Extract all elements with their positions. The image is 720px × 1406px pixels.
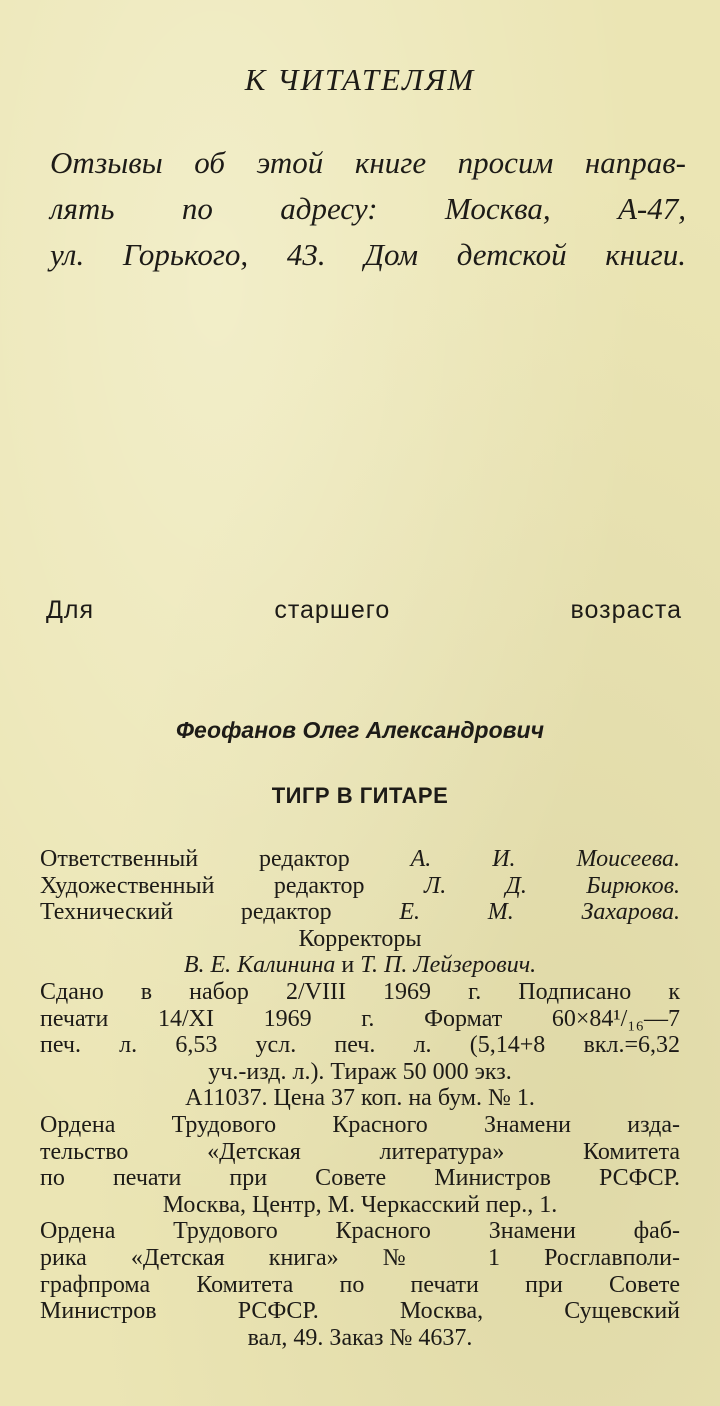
author-name: Феофанов Олег Александрович xyxy=(176,717,544,743)
readers-notice xyxy=(50,140,686,278)
credit-art-editor: Художественный редактор Л. Д. Бирюков. xyxy=(40,872,680,899)
notice-line-3: ул. Горького, 43. Дом детской книги. xyxy=(50,237,686,272)
publication-line-11: рика «Детская книга» № 1 Росглавполи- xyxy=(40,1244,680,1271)
notice-line-2: лять по адресу: Москва, А-47, xyxy=(50,191,686,226)
notice-line-1: Отзывы об этой книге просим направ- xyxy=(50,145,686,180)
publication-line-7: тельство «Детская литература» Комитета xyxy=(40,1138,680,1165)
publication-line-4: уч.-изд. л.). Тираж 50 000 экз. xyxy=(208,1058,512,1085)
publication-line-13: Министров РСФСР. Москва, Сущевский xyxy=(40,1298,680,1325)
imprint-block xyxy=(40,846,680,1351)
credit-editor: Ответственный редактор А. И. Моисеева. xyxy=(40,846,680,872)
credit-tech-editor: Технический редактор Е. М. Захарова. xyxy=(40,899,680,926)
publication-line-8: по печати при Совете Министров РСФСР. xyxy=(40,1165,680,1192)
readers-heading: К ЧИТАТЕЛЯМ xyxy=(244,62,476,97)
publication-line-6: Ордена Трудового Красного Знамени изда- xyxy=(40,1111,680,1138)
publication-line-5: А11037. Цена 37 коп. на бум. № 1. xyxy=(185,1085,535,1112)
publication-line-1: Сдано в набор 2/VIII 1969 г. Подписано к xyxy=(40,978,680,1005)
publication-line-14: вал, 49. Заказ № 4637. xyxy=(247,1324,473,1351)
age-group-label: Для старшего возраста xyxy=(46,596,682,624)
credit-proofreaders: В. Е. Калинина и Т. П. Лейзерович. xyxy=(183,952,537,979)
publication-line-12: графпрома Комитета по печати при Совете xyxy=(40,1271,680,1298)
publication-line-9: Москва, Центр, М. Черкасский пер., 1. xyxy=(162,1191,558,1218)
publication-line-3: печ. л. 6,53 усл. печ. л. (5,14+8 вкл.=6,32 xyxy=(40,1032,680,1059)
publication-line-10: Ордена Трудового Красного Знамени фаб- xyxy=(40,1218,680,1245)
publication-line-2: печати 14/XI 1969 г. Формат 60×84¹/₁₆—7 xyxy=(40,1005,680,1032)
book-title: ТИГР В ГИТАРЕ xyxy=(271,783,449,808)
credit-proofreaders-label: Корректоры xyxy=(298,925,422,952)
